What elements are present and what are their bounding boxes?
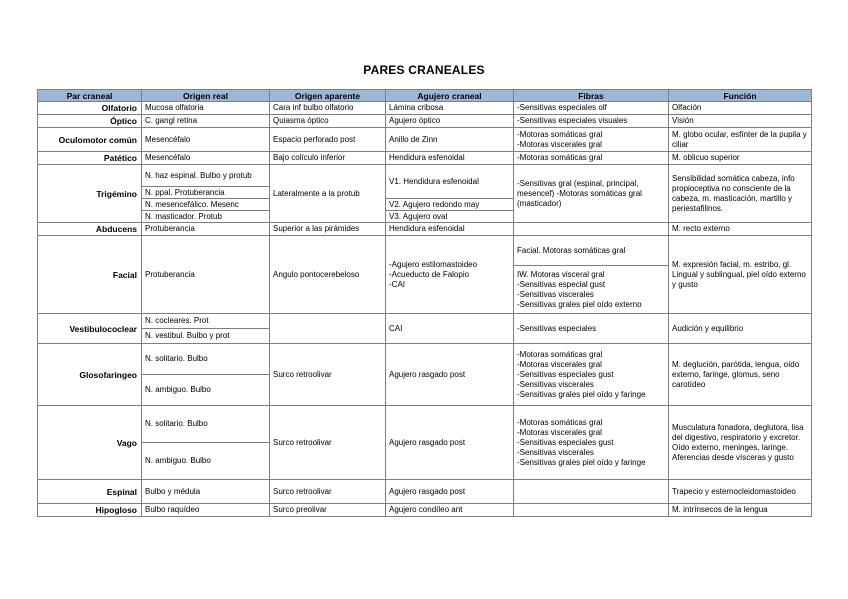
fibras: [514, 504, 669, 517]
agujero: CAI: [386, 314, 514, 344]
fibras-line: -Motoras viscerales gral: [517, 427, 602, 437]
agujero: V1. Hendidura esfenoidal: [386, 165, 514, 199]
funcion-text: Sensibilidad somática cabeza, info propioceptiva no consciente de la cabeza, m. masticación, martillo y periestafilinos.: [672, 173, 795, 213]
fibras-line: -Sensitivas viscerales: [517, 379, 594, 389]
funcion-text: M. deglución, parótida, lengua, oído externo, faringe, glomus, seno carotídeo: [672, 359, 800, 389]
funcion: [669, 128, 812, 152]
fibras: Facial. Motoras somáticas gral: [514, 236, 669, 266]
nerve-name: Glosofaringeo: [38, 344, 142, 406]
agujero: Agujero rasgado post: [386, 406, 514, 480]
table-row: [38, 223, 812, 236]
nerve-name: Óptico: [38, 115, 142, 128]
agujero-line: -Acueducto de Falopio: [389, 269, 470, 279]
agujero: Agujero rasgado post: [386, 344, 514, 406]
funcion: M. intrínsecos de la lengua: [669, 504, 812, 517]
origen-aparente: Lateralmente a la protub: [270, 165, 386, 223]
origen-real: [142, 165, 270, 187]
table-row: [38, 102, 812, 115]
header-origen-aparente: Origen aparente: [270, 90, 386, 102]
fibras-line: -Motoras viscerales gral: [517, 359, 602, 369]
nerve-name: Vago: [38, 406, 142, 480]
funcion: M. recto externo: [669, 223, 812, 236]
fibras: [514, 344, 669, 406]
origen-aparente: Bajo colículo inferior: [270, 152, 386, 165]
funcion: [669, 344, 812, 406]
header-agujero-craneal: Agujero craneal: [386, 90, 514, 102]
nerve-name: Vestibulococlear: [38, 314, 142, 344]
funcion-text: Musculatura fonadora, deglutora, lisa del digestivo, respiratorio y excretor. Oído externo, meninges, laringe. Aferencias desde vísceras y gusto: [672, 422, 804, 462]
table-row: [38, 344, 812, 375]
nerve-name: Trigémino: [38, 165, 142, 223]
origen-real: N. vestibul. Bulbo y prot: [142, 329, 270, 344]
origen-aparente: Surco retroolivar: [270, 480, 386, 504]
agujero: Agujero condíleo ant: [386, 504, 514, 517]
nerve-name: Oculomotor común: [38, 128, 142, 152]
agujero: Anillo de Zinn: [386, 128, 514, 152]
funcion-text: M. expresión facial, m. estribo, gl. Lingual y sublingual, piel oído externo y gusto: [672, 259, 806, 289]
table-row: [38, 165, 812, 187]
header-par-craneal: Par craneal: [38, 90, 142, 102]
origen-real: N. ppal. Protuberancia: [142, 187, 270, 199]
agujero: Agujero rasgado post: [386, 480, 514, 504]
page-title: PARES CRANEALES: [363, 63, 485, 77]
funcion: [669, 236, 812, 314]
fibras-line: -Motoras somáticas gral: [517, 349, 603, 359]
origen-aparente: Surco retroolivar: [270, 406, 386, 480]
nerve-name: Patético: [38, 152, 142, 165]
fibras: [514, 165, 669, 223]
fibras: [514, 223, 669, 236]
funcion: Olfación: [669, 102, 812, 115]
fibras: [514, 406, 669, 480]
origen-real: Bulbo raquídeo: [142, 504, 270, 517]
fibras-line: -Sensitivas grales piel oído externo: [517, 299, 642, 309]
origen-real-text: N. haz espinal. Bulbo y protub: [145, 170, 252, 180]
fibras: [514, 128, 669, 152]
fibras-line: -Sensitivas viscerales: [517, 289, 594, 299]
table-row: [38, 406, 812, 443]
origen-aparente: Quiasma óptico: [270, 115, 386, 128]
origen-aparente: Surco retroolivar: [270, 344, 386, 406]
fibras-line: -Sensitivas grales piel oído y faringe: [517, 457, 646, 467]
origen-real: Protuberancia: [142, 236, 270, 314]
fibras-line: IW. Motoras visceral gral: [517, 269, 605, 279]
fibras: [514, 266, 669, 314]
table-row: [38, 314, 812, 329]
origen-aparente: Angulo pontocerebeloso: [270, 236, 386, 314]
fibras-line: -Sensitivas especiales gust: [517, 437, 614, 447]
table-row: [38, 504, 812, 517]
fibras-line: -Motoras somáticas gral: [517, 129, 603, 139]
origen-real: Mucosa olfatoria: [142, 102, 270, 115]
nerve-name: Espinal: [38, 480, 142, 504]
origen-aparente: Espacio perforado post: [270, 128, 386, 152]
origen-aparente: Surco preolivar: [270, 504, 386, 517]
origen-real: Mesencéfalo: [142, 128, 270, 152]
table-row: [38, 115, 812, 128]
fibras-line: -Sensitivas especial gust: [517, 279, 606, 289]
origen-real: C. gangl retina: [142, 115, 270, 128]
origen-aparente: [270, 314, 386, 344]
nerve-name: Hipogloso: [38, 504, 142, 517]
header-row: [38, 90, 812, 102]
table-row: [38, 152, 812, 165]
funcion: [669, 406, 812, 480]
agujero: V3. Agujero oval: [386, 211, 514, 223]
fibras-line: -Sensitivas viscerales: [517, 447, 594, 457]
nerve-name: Abducens: [38, 223, 142, 236]
table-row: [38, 128, 812, 152]
fibras-line: -Motoras viscerales gral: [517, 139, 602, 149]
origen-real: Mesencéfalo: [142, 152, 270, 165]
funcion: [669, 165, 812, 223]
fibras-line: -Sensitivas especiales gust: [517, 369, 614, 379]
header-funcion: Función: [669, 90, 812, 102]
cranial-nerves-table: [37, 89, 812, 517]
agujero: Lámina cribosa: [386, 102, 514, 115]
table-row: [38, 236, 812, 266]
agujero: Hendidura esfenoidal: [386, 152, 514, 165]
funcion-text: M. globo ocular, esfínter de la pupila y ciliar: [672, 129, 807, 149]
funcion: M. oblicuo superior: [669, 152, 812, 165]
fibras-line: -Motoras somáticas gral: [517, 417, 603, 427]
agujero: V2. Agujero redondo may: [386, 199, 514, 211]
nerve-name: Facial: [38, 236, 142, 314]
origen-real: N. solitario. Bulbo: [142, 406, 270, 443]
origen-real: N. masticador. Protub: [142, 211, 270, 223]
origen-real: N. mesencefálico. Mesenc: [142, 199, 270, 211]
funcion-text: Trapecio y esternocleidomastoideo: [672, 486, 796, 496]
nerve-name: Olfatorio: [38, 102, 142, 115]
table-row: [38, 480, 812, 504]
agujero-line: -Agujero estilomastoideo: [389, 259, 478, 269]
origen-real: Protuberancia: [142, 223, 270, 236]
fibras-line: -Sensitivas grales piel oído y faringe: [517, 389, 646, 399]
origen-aparente: Cara inf bulbo olfatorio: [270, 102, 386, 115]
agujero: [386, 236, 514, 314]
agujero: Hendidura esfenoidal: [386, 223, 514, 236]
origen-real: Bulbo y médula: [142, 480, 270, 504]
agujero: Agujero óptico: [386, 115, 514, 128]
fibras: -Sensitivas especiales olf: [514, 102, 669, 115]
funcion: Audición y equilibrio: [669, 314, 812, 344]
origen-real: N. ambiguo. Bulbo: [142, 375, 270, 406]
origen-aparente: Superior a las pirámides: [270, 223, 386, 236]
funcion: Visión: [669, 115, 812, 128]
funcion: [669, 480, 812, 504]
header-origen-real: Origen real: [142, 90, 270, 102]
origen-real: N. cocleares. Prot: [142, 314, 270, 329]
fibras: [514, 480, 669, 504]
origen-real: N. ambiguo. Bulbo: [142, 443, 270, 480]
agujero-line: -CAI: [389, 279, 405, 289]
fibras: -Sensitivas especiales visuales: [514, 115, 669, 128]
header-fibras: Fibras: [514, 90, 669, 102]
fibras-text: -Sensitivas gral (espinal, principal, mesencef) -Motoras somáticas gral (masticador): [517, 178, 642, 208]
origen-real: N. solitario. Bulbo: [142, 344, 270, 375]
fibras: -Sensitivas especiales: [514, 314, 669, 344]
fibras: -Motoras somáticas gral: [514, 152, 669, 165]
